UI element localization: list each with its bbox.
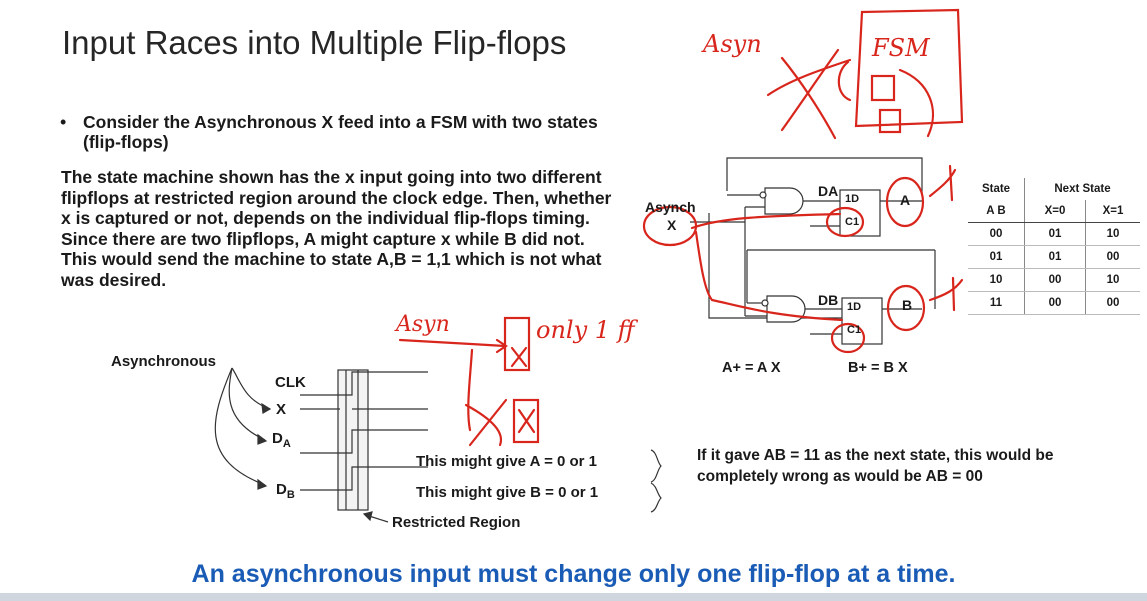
asynch-label: Asynch [645, 199, 696, 215]
equation-b: B+ = B X [848, 360, 908, 376]
cell: 10 [968, 269, 1025, 292]
and-gate-a [765, 188, 803, 214]
db-label: DB [818, 292, 839, 308]
table-row [968, 269, 1140, 292]
ffa-c-label: C1 [845, 216, 860, 228]
cell: 01 [1025, 246, 1086, 269]
and-gate-b [767, 296, 805, 322]
bullet-marker: • [60, 112, 67, 132]
handwriting-asyn-top: Asyn [703, 30, 762, 58]
table-row [968, 292, 1140, 315]
x0-header: X=0 [1025, 200, 1086, 223]
handwriting-only-ff: only 1 ff [536, 316, 635, 344]
signal-da-letter: D [272, 430, 283, 447]
ffa-d-label: 1D [845, 193, 860, 205]
ffb-d-label: 1D [847, 301, 862, 313]
handwriting-asyn-mid: Asyn [396, 312, 450, 337]
output-a-label: A [900, 192, 911, 208]
ffb-c-label: C1 [847, 324, 862, 336]
cell: 00 [1025, 269, 1086, 292]
cell: 01 [1025, 223, 1086, 246]
cell: 10 [1086, 223, 1141, 246]
cell: 11 [968, 292, 1025, 315]
explanation-paragraph: The state machine shown has the x input going into two different flipflops at restricted region around the clock edge. Then, whether x is captured or not, depends on the individual flip-flops timing. Since there are two flipflops, A might capture x while B did not. This would send the machine to state A,B = 1,1 which is not what was desired. [61, 167, 612, 290]
x1-header: X=1 [1086, 200, 1141, 223]
bullet-text: Consider the Asynchronous X feed into a FSM with two states (flip-flops) [83, 112, 598, 152]
signal-db-sub: B [286, 489, 295, 501]
output-b-label: B [902, 297, 913, 313]
cell: 00 [1086, 246, 1141, 269]
state-table [968, 178, 1140, 315]
signal-da-sub: A [282, 438, 291, 450]
da-label: DA [818, 183, 839, 199]
signal-x: X [276, 401, 287, 418]
next-state-header: Next State [1054, 183, 1111, 195]
might-b-text: This might give B = 0 or 1 [416, 484, 599, 501]
signal-db [276, 481, 295, 501]
cell: 10 [1086, 269, 1141, 292]
cell: 00 [968, 223, 1025, 246]
signal-db-letter: D [276, 481, 287, 498]
cell: 00 [1025, 292, 1086, 315]
circuit-diagram [690, 158, 935, 344]
table-row [968, 246, 1140, 269]
equation-a: A+ = A X [722, 360, 781, 376]
signal-clk: CLK [275, 374, 306, 391]
signal-da [272, 430, 291, 450]
restricted-region-box [338, 370, 368, 510]
cell: 01 [968, 246, 1025, 269]
cell: 00 [1086, 292, 1141, 315]
state-header: State [968, 178, 1025, 200]
handwriting-fsm: FSM [872, 34, 930, 62]
page-title: Input Races into Multiple Flip-flops [62, 24, 567, 61]
bottom-statement: An asynchronous input must change only one flip-flop at a time. [191, 560, 956, 588]
might-a-text: This might give A = 0 or 1 [416, 453, 598, 470]
ab-header: A B [968, 200, 1025, 223]
bottom-bar [0, 593, 1147, 601]
x-input-label: X [667, 217, 677, 233]
asynchronous-label: Asynchronous [111, 353, 217, 370]
table-row [968, 223, 1140, 246]
note-text: If it gave AB = 11 as the next state, this would be completely wrong as would be AB = 00 [697, 447, 1054, 485]
restricted-region-label: Restricted Region [392, 514, 521, 531]
